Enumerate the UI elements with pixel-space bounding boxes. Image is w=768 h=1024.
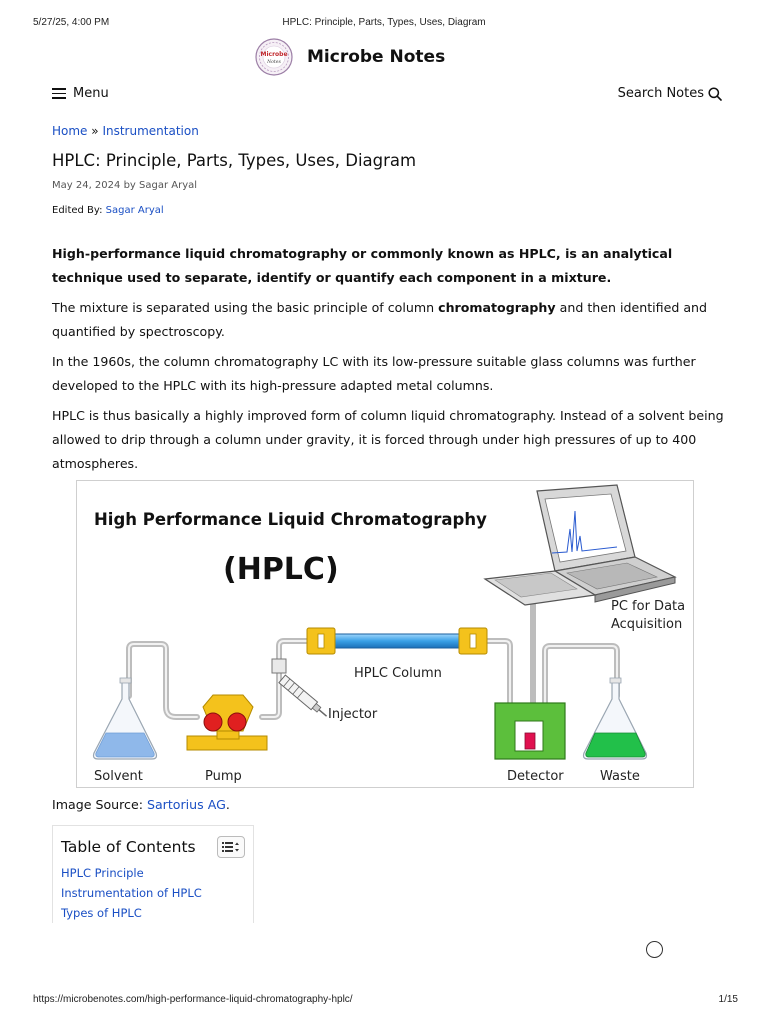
site-logo-icon [255,38,293,76]
post-meta [52,180,197,191]
post-author[interactable]: Sagar Aryal [139,180,198,191]
list-item [61,883,245,903]
label-pc-line1: PC for Data [611,599,686,614]
label-injector: Injector [328,707,378,722]
image-source-link[interactable]: Sartorius AG [146,797,226,812]
image-source [52,797,230,812]
hplc-column [307,628,487,654]
list-toggle-icon [222,841,240,853]
site-name[interactable]: Microbe Notes [307,47,446,67]
paragraph-2: In the 1960s, the column chromatography LC with its low-pressure suitable glass columns was further developed to the HPLC with its high-pressure adapted metal columns. [52,354,696,393]
label-pc-line2: Acquisition [611,617,683,632]
breadcrumb [52,124,199,138]
table-of-contents [52,825,254,923]
label-solvent: Solvent [94,769,143,784]
p1-text-before: The mixture is separated using the basic principle of column [52,300,439,315]
toc-link-types[interactable]: Types of HPLC [61,906,142,920]
toc-toggle-button[interactable] [217,836,245,858]
label-waste: Waste [600,769,640,784]
print-doc-title: HPLC: Principle, Parts, Types, Uses, Diagram [282,17,486,28]
post-by: by [123,180,136,191]
label-column: HPLC Column [354,666,442,681]
editor-link[interactable]: Sagar Aryal [105,205,164,216]
image-source-label: Image Source: [52,797,143,812]
solvent-flask [94,678,157,759]
site-brand[interactable] [255,38,445,76]
search-icon [708,87,722,101]
waste-flask [584,678,647,759]
label-pump: Pump [205,769,242,784]
laptop [485,485,675,605]
page-title: HPLC: Principle, Parts, Types, Uses, Diagram [52,151,417,170]
image-source-end: . [225,797,230,812]
hplc-diagram-svg [77,481,694,788]
post-date: May 24, 2024 [52,180,121,191]
scroll-top-button[interactable] [646,941,663,958]
search-button[interactable] [618,86,722,101]
hamburger-icon [52,88,66,99]
list-item [61,903,245,923]
print-url: https://microbenotes.com/high-performance-liquid-chromatography-hplc/ [33,994,353,1005]
p1-text-after: and then identified and quantified by spectroscopy. [52,300,708,339]
toc-title: Table of Contents [61,838,196,856]
edited-by [52,205,164,216]
label-detector: Detector [507,769,564,784]
paragraph-3: HPLC is thus basically a highly improved form of column liquid chromatography. Instead of a solvent being allowed to drip through a column under gravity, it is forced through under high pressures of up to 400 atmospheres. [52,408,724,471]
menu-label: Menu [73,86,109,101]
chromatography-link[interactable]: chromatography [438,300,556,315]
toc-list [61,863,245,923]
diagram-abbr: (HPLC) [223,552,339,587]
hplc-diagram [76,480,694,788]
search-label: Search Notes [617,86,704,101]
print-datetime: 5/27/25, 4:00 PM [33,17,110,28]
lead-paragraph: High-performance liquid chromatography or commonly known as HPLC, is an analytical technique used to separate, identify or quantify each component in a mixture. [52,246,673,285]
breadcrumb-category[interactable]: Instrumentation [102,124,199,138]
logo-text-bottom: Notes [267,60,281,65]
list-item [61,863,245,883]
breadcrumb-home[interactable]: Home [52,124,88,138]
edited-by-label: Edited By: [52,205,103,216]
article-body [52,242,724,482]
paragraph-1 [52,296,724,344]
print-header [0,17,768,31]
logo-text-top: Microbe [260,51,288,58]
pump [187,695,267,750]
detector [495,703,565,759]
print-page-number: 1/15 [718,994,738,1005]
diagram-heading: High Performance Liquid Chromatography [94,510,487,529]
breadcrumb-separator: » [91,124,99,138]
toc-link-principle[interactable]: HPLC Principle [61,866,144,880]
toc-link-instrumentation[interactable]: Instrumentation of HPLC [61,886,202,900]
menu-button[interactable] [52,86,109,101]
